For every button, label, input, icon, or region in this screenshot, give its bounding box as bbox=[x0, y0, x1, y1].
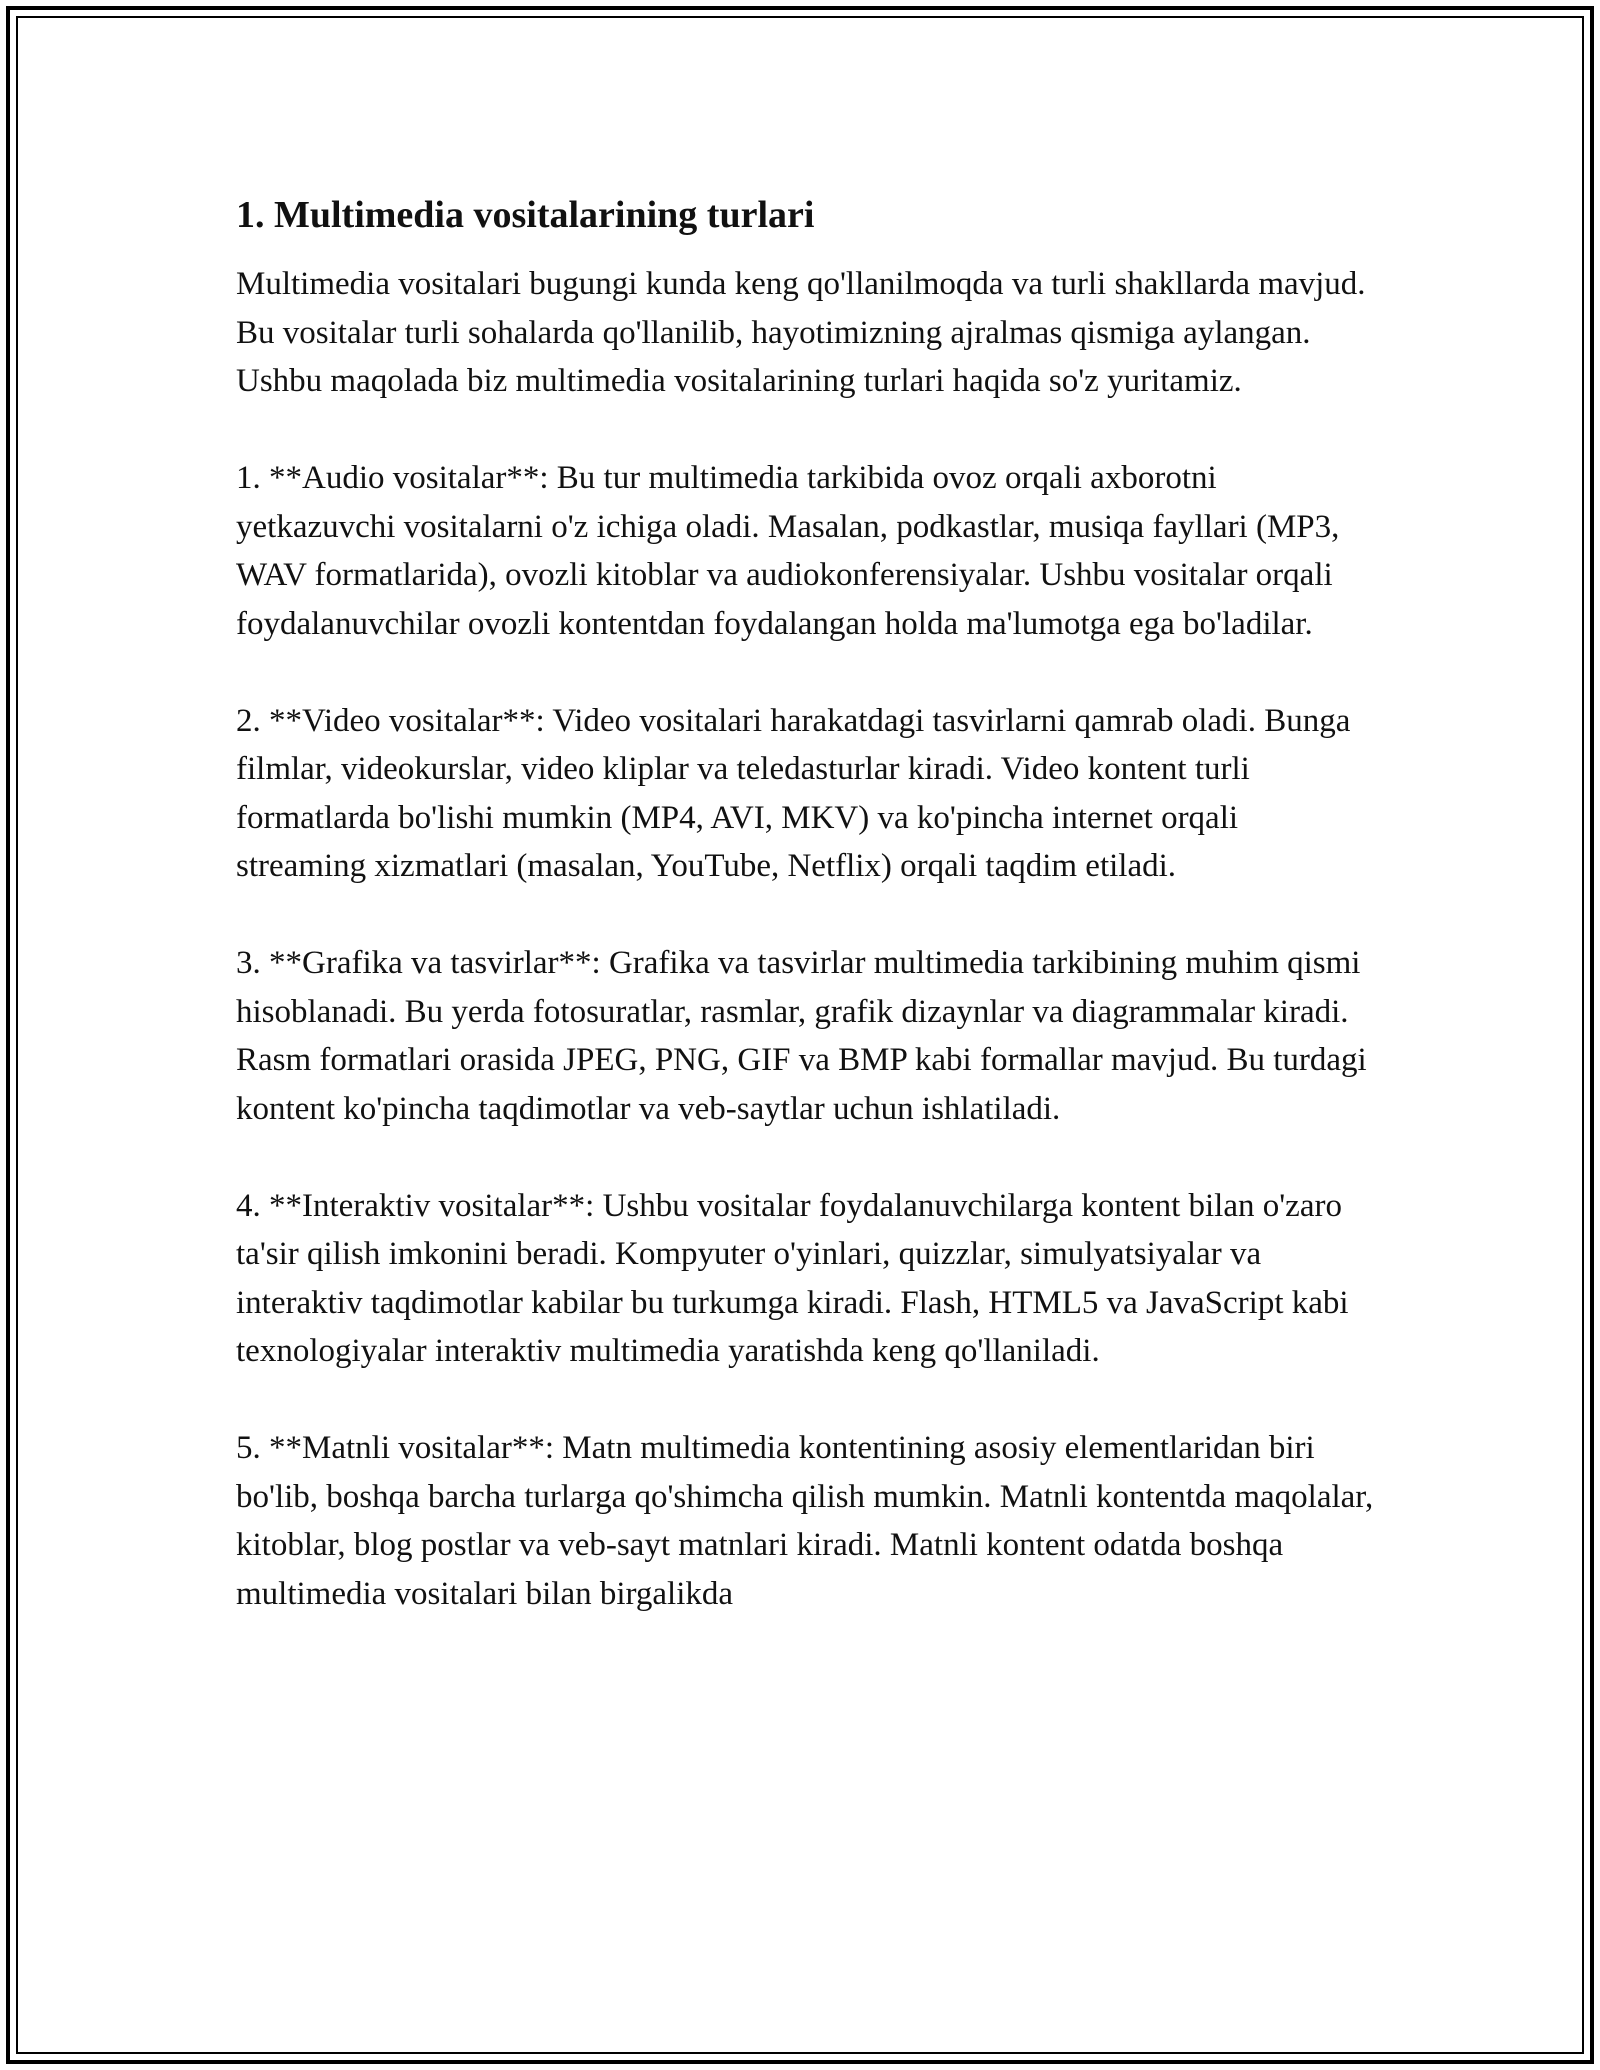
paragraph-interactive: 4. **Interaktiv vositalar**: Ushbu vositalar foydalanuvchilarga kontent bilan o'zaro ta'sir qilish imkonini beradi. Kompyuter o'yinlari, quizzlar, simulyatsiyalar va interaktiv taqdimotlar kabilar bu turkumga kiradi. Flash, HTML5 va JavaScript kabi texnologiyalar interaktiv multimedia yaratishda keng qo'llaniladi. bbox=[236, 1187, 1349, 1369]
paragraph-video: 2. **Video vositalar**: Video vositalari harakatdagi tasvirlarni qamrab oladi. Bunga filmlar, videokurslar, video kliplar va teledasturlar kiradi. Video kontent turli formatlarda bo'lishi mumkin (MP4, AVI, MKV) va ko'pincha internet orqali streaming xizmatlari (masalan, YouTube, Netflix) orqali taqdim etiladi. bbox=[236, 702, 1351, 884]
paragraph-intro: Multimedia vositalari bugungi kunda keng qo'llanilmoqda va turli shakllarda mavjud. Bu vositalar turli sohalarda qo'llanilib, hayotimizning ajralmas qismiga aylangan. Ushbu maqolada biz multimedia vositalarining turlari haqida so'z yuritamiz. bbox=[236, 266, 1366, 399]
document-body bbox=[236, 180, 1376, 1667]
paragraph-text: 5. **Matnli vositalar**: Matn multimedia kontentining asosiy elementlaridan biri bo'lib, boshqa barcha turlarga qo'shimcha qilish mumkin. Matnli kontentda maqolalar, kitoblar, blog postlar va veb-sayt matnlari kiradi. Matnli kontent odatda boshqa multimedia vositalari bilan birgalikda bbox=[236, 1430, 1374, 1612]
document-title: 1. Multimedia vositalarining turlari bbox=[236, 194, 815, 236]
paragraph-audio: 1. **Audio vositalar**: Bu tur multimedia tarkibida ovoz orqali axborotni yetkazuvchi vositalarni o'z ichiga oladi. Masalan, podkastlar, musiqa fayllari (MP3, WAV formatlarida), ovozli kitoblar va audiokonferensiyalar. Ushbu vositalar orqali foydalanuvchilar ovozli kontentdan foydalangan holda ma'lumotga ega bo'ladilar. bbox=[236, 460, 1340, 642]
paragraph-graphics: 3. **Grafika va tasvirlar**: Grafika va tasvirlar multimedia tarkibining muhim qismi hisoblanadi. Bu yerda fotosuratlar, rasmlar, grafik dizaynlar va diagrammalar kiradi. Rasm formatlari orasida JPEG, PNG, GIF va BMP kabi formallar mavjud. Bu turdagi kontent ko'pincha taqdimotlar va veb-saytlar uchun ishlatiladi. bbox=[236, 945, 1367, 1127]
